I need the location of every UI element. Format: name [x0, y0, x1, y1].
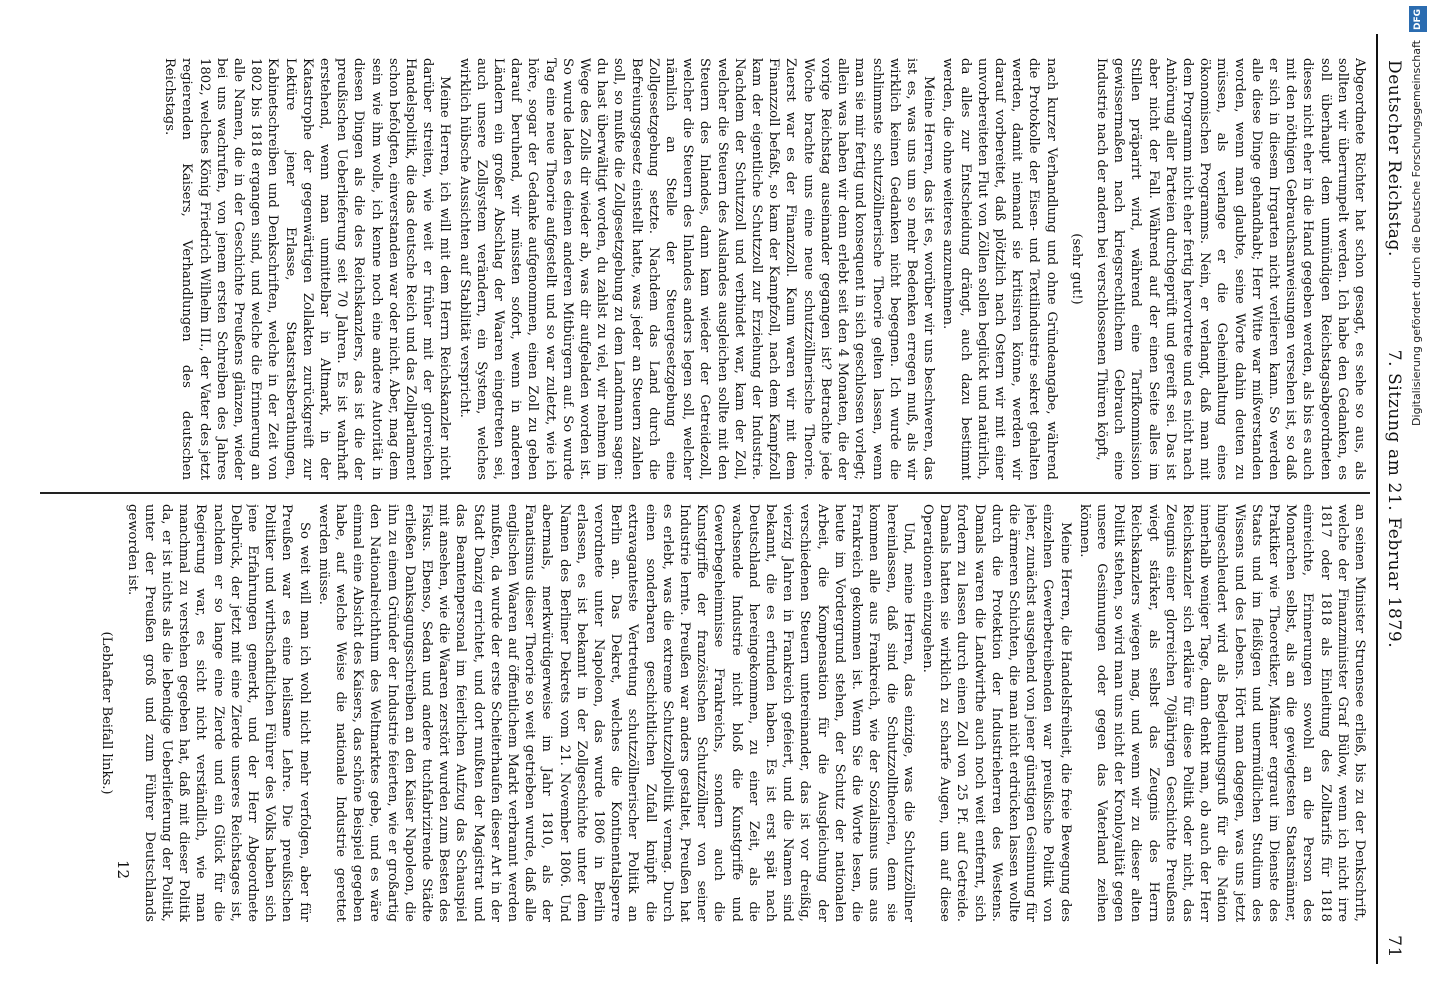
- paragraph: Meine Herren, das ist es, worüber wir uns beschweren, das ist es, was uns um so mehr Bedenken erregen muß, als wir wirklich keinen Gedanken nicht begegnen. Ich wurde die schlimmste schutzzöllnerische Theorie gelten lassen, wenn man sie mir fertig und konsequent in sich geschlossen vorlegt; allein was haben wir denn erlebt seit den 4 Monaten, die der vorige Reichstag auseinander gegangen ist? Betrachte jede Woche brachte uns eine neue schutzzöllnerische Theorie. Zuerst war es der Finanzzoll. Kaum waren wir mit dem Finanzzoll befaßt, so kam der Kampfzoll, nach dem Kampfzoll kam der eigentliche Schutzzoll zur Erziehung der Industrie. Nachdem der Schutzzoll und verbindet war, kam der Zoll, welcher die Steuern des Auslandes ausgleichen sollte mit den Steuern des Inlandes, dann kam wieder der Getreidezoll, welcher die Steuern des Inlandes anders legen soll, welcher nämlich an Stelle der Steuergesetzgebung eine Zollgesetzgebung setzte. Nachdem das Land durch die Befreiungsgesetz einstellt hatte, was jeder an Steuern zahlen soll, so mußte die Zollgesetzgebung zu dem Landmann sagen: du hast überwältigt worden, du zahlst zu viel, wir nehmen im Wege des Zolls dir wieder ab, was dir aufgeladen worden ist. So wurde laden es deinen anderen Mitbürgern auf. So wurde Tag eine neue Theorie aufgestellt und so war zuletzt, wie ich höre, sogar der Gedanke aufgenommen, einen Zoll zu geben darauf beruhend, wir müssten sofort, wenn in anderen Ländern ein großer Abschlag der Waaren eingetreten sei, auch unsere Zollsystem verändern, ein System, welches wirklich hübsche Aussichten auf Stabilität verspricht.: [456, 58, 937, 480]
- dfg-credit: Digitalisierung gefördert durch die Deutsche Forschungsgemeinschaft: [1410, 40, 1423, 426]
- header-page-number: 71: [1384, 935, 1404, 958]
- paragraph: Meine Herren, ich will mit dem Herrn Reichskanzler nicht darüber streiten, wie weit er früher mit der glorreichen Handelspolitik, die das deutsche Reich und das Zollparlament schon befolgten, einverstanden war oder nicht. Aber, mag dem sein wie ihm wolle, ich kenne noch eine andere Autorität in diesen Dingen als die des Reichskanzlers, das ist die der preußischen Ueberlieferung seit 70 Jahren. Es ist wahrhaft erstehend, wenn man unmittelbar in Altmark, in der Katastrophe der gegenwärtigen Zollakten zurückgreift zur Lektüre jener Erlasse, Staatsratsberathungen, Kabinetschreiben und Denkschriften, welche in der Zeit von 1802 bis 1818 ergangen sind, und welche die Erinnerung an alle Namen, die in der Geschichte Preußens glänzen, wieder bei uns wachrufen, von jenem ersten Schreiben des Jahres 1802, welches König Friedrich Wilhelm III., der Vater des jetzt regierenden Kaisers, Verhandlungen des deutschen Reichstags.: [162, 58, 453, 480]
- footer-page-number: 12: [114, 860, 132, 880]
- paragraph: an seinen Minister Struensee erließ, bis zu der Denkschrift, welche der Finanzminister Graf Bülow, wenn ich nicht irre 1817 oder 1818 als Einleitung des Zolltarifs für 1818 einreichte, Erinnerungen sowohl an die Person des Monarchen selbst, als an die gewiegtesten Staatsmänner, Praktiker wie Theoretiker, Männer ergraut im Dienste des Staats und im fleißigen und unermüdlichen Studium des Wissens und des Lebens. Hört man dagegen, was uns jetzt hingeschleudert wird als Begleitungsgruß für die Nation innerhalb weniger Tage, dann denkt man, ob auch der Herr Reichskanzler sich erkläre für diese Politik oder nicht, das Zeugnis einer glorreichen 70jährigen Geschichte Preußens wiegt stärker, als selbst das Zeugnis des Herrn Reichskanzlers wiegen mag, und wenn wir zu dieser alten Politik stehen, so wird man uns nicht der Kronloyalität gegen unsere Gesinnungen oder gegen das Vaterland zeihen können.: [1076, 504, 1367, 922]
- paragraph: Meine Herren, die Handelsfreiheit, die freie Bewegung des einzelnen Gewerbetreibenden war preußische Politik von jeher, zunächst ausgehend von jener günstigen Gesinnung für die ärmeren Schichten, die man nicht erdrücken lassen wollte durch die Protektion der Industrieherren des Westens. Damals waren die Landwirthe auch noch weit entfernt, sich fordern zu lassen durch einen Zoll von 25 Pf. auf Getreide. Damals hatten sie wirklich zu scharfe Augen, um auf diese Operationen einzugehen.: [919, 504, 1073, 922]
- paragraph: Und, meine Herren, das einzige, was die Schutzzöllner hereinlassen, daß sind die Schutzzolltheorien, denn sie kommen alle aus Frankreich, wie der Sozialismus uns aus Frankreich gekommen ist. Wenn Sie die Worte lesen, die heute im Vordergrund stehen, der Schutz der nationalen Arbeit, die Kompensation für die Ausgleichung der verschiedenen Steuern untereinander, das ist vor dreißig, vierzig Jahren in Frankreich gefeiert, und die Namen sind bekannt, die es erfunden haben. Es ist erst spät nach Deutschland hereingekommen, zu einer Zeit, als die wachsende Industrie nicht bloß die Kunstgriffe und Gewerbegeheimnisse Frankreichs, sondern auch die Kunstgriffe der französischen Schutzzöllner von seiner Industrie lernte. Preußen war anders gestaltet, Preußen hat es erlebt, was die extreme Schutzzollpolitik vermag. Durch einen sonderbaren geschichtlichen Zufall knüpft die extravaganteste Vertretung schutzzöllnerischer Politik an Berlin an. Das Dekret, welches die Kontinentalsperre verordnete unter Napoleon, das wurde 1806 in Berlin erlassen, es ist bekannt in der Zollgeschichte unter dem Namen des Berliner Dekrets vom 21. November 1806. Und abermals, merkwürdigerweise im Jahr 1810, als der Fanatismus dieser Theorie so weit getrieben wurde, daß alle englischen Waaren auf öffentlichem Markt verbrannt werden mußten, da wurde der erste Scheiterhaufen dieser Art in der Stadt Danzig errichtet, und dort mußten der Magistrat und das Beamtenpersonal im feierlichen Aufzug das Schauspiel mit ansehen, wie die Waaren zerstört wurden zum Besten des Fiskus. Ebenso, Sedan und andere tuchfabrizirende Städte erließen Danksagungsschreiben an den Kaiser Napoleon, die ihn zu einem Gründer der Industrie feierten, wie er großartig den Nationalreichthum des Weltmarktes gebe, und es wäre einmal eine Absicht des Kaisers, das schöne Beispiel gegeben habe, auf welche Weise die nationale Industrie gerettet werden müsse.: [315, 504, 916, 922]
- text-column-left: [0, 58, 1368, 480]
- header-title: Deutscher Reichstag.: [1384, 60, 1404, 257]
- dfg-sidebar: [1404, 0, 1432, 1000]
- paragraph: nach kurzer Verhandlung und ohne Gründeangabe, während die Protokolle der Eisen- und Textilindustrie sekret gehalten werden, damit niemand sie kritisiren könne, werden wir darauf vorbereitet, daß plötzlich nach Ostern wir mit einer unvorbereiteten Flut von Zöllen sollen beglückt und natürlich, da alles zur Entscheidung drängt, auch dazu bestimmt werden, die ohne weiteres anzunehmen.: [940, 58, 1059, 480]
- interjection: (sehr gut!): [1068, 233, 1084, 305]
- interjection: (Lebhafter Beifall links.): [99, 631, 115, 795]
- paragraph: Abgeordnete Richter hat schon gesagt, es sehe so aus, als sollten wir überrumpelt werden. Ich habe den Gedanken, es soll überhaupt dem unmündigen Reichstagsabgeordneten dieses nicht eher in die Hand gegeben werden, als bis es auch mit den nöthigen Gebrauchsanweisungen versehen ist, so daß er sich in diesem Irrgarten nicht verlieren kann. So werden alle diese Dinge gehandhabt; Herr Witte war mißverstanden worden, wenn man glaubte, seine Worte dahin deuten zu müssen, als verlange er die Geheimhaltung eines ökonomischen Programms. Nein, er verlangt, daß man mit dem Programm nicht eher fertig hervortrete und es nicht nach Anhörung aller Parteien durchgeprüft und gereift sei. Das ist aber nicht der Fall. Während auf der einen Seite alles im Stillen präparirt wird, während eine Tarifkommission gewissermaßen nach kriegsrechtlichem Gebrauch eine Industrie nach der andern bei verschlossenen Thüren köpft,: [1093, 58, 1367, 480]
- text-column-right: [0, 504, 1368, 922]
- header-session: 7. Sitzung am 21. Februar 1879.: [1384, 349, 1404, 649]
- column-divider: [40, 492, 1370, 494]
- paragraph: So weit will man ich wohl nicht mehr verfolgen, aber für Preußen war es eine heilsame Lehre. Die preußischen Politiker und wirthschaftlichen Führer des Volks haben sich jene Erfahrungen gemerkt, und der Herr Abgeordnete Delbrück, der jetzt mit eine Zierde unseres Reichstages ist, nachdem er so lange eine Zierde und ein Glück für die Regierung war, es sicht nicht verständlich, wie man manchmal zu verstehen gegeben hat, daß mit dieser Politik da, er ist nichts als die lebendige Ueberlieferung der Politik, unter der Preußen groß und zum Führer Deutschlands geworden ist.: [124, 504, 312, 922]
- dfg-logo: DFG: [1409, 6, 1427, 32]
